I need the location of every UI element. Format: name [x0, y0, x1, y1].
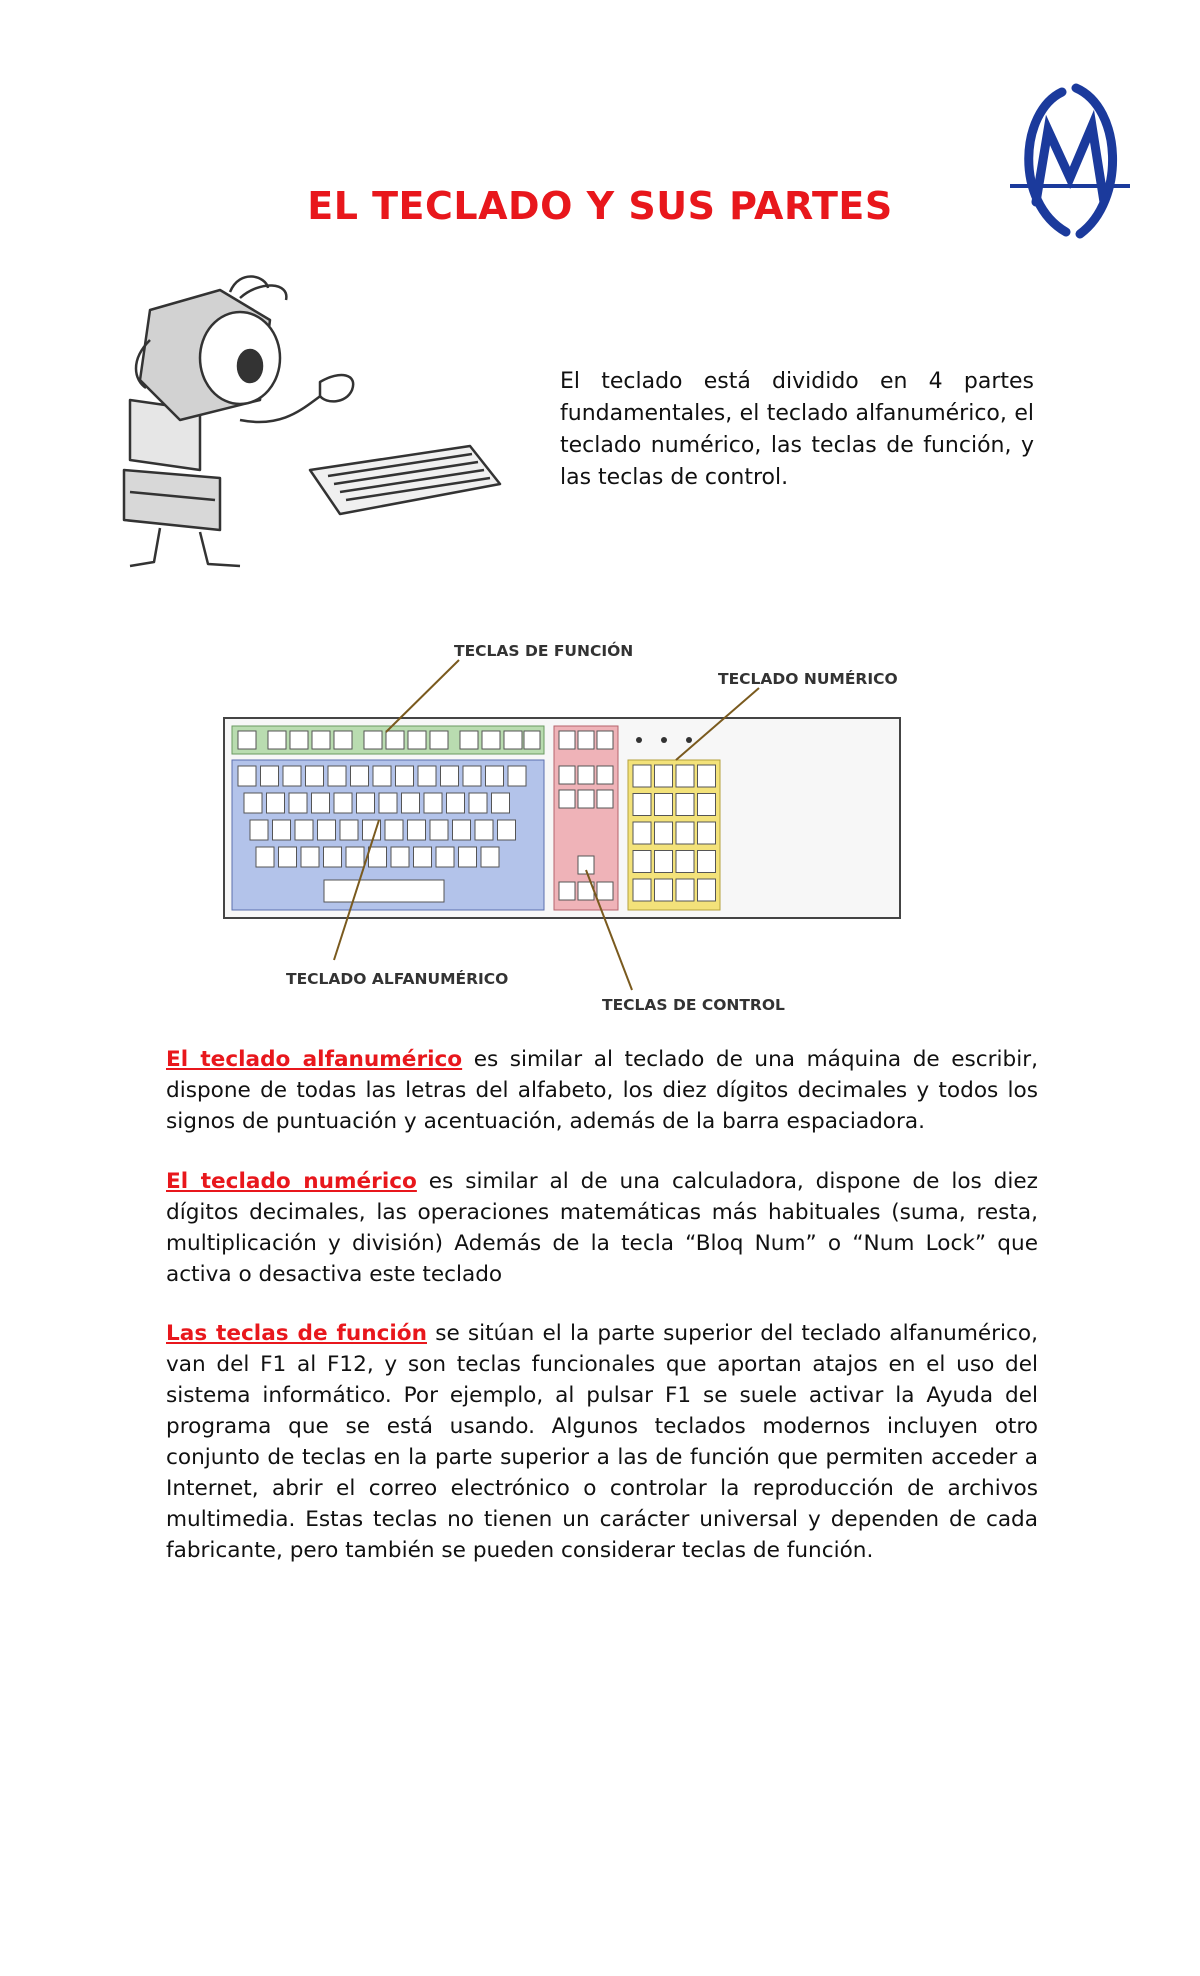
numeric-key: [633, 822, 651, 844]
section-funcion: [166, 1318, 1038, 1566]
label-teclas-control: TECLAS DE CONTROL: [602, 996, 785, 1014]
alpha-key: [261, 766, 279, 786]
section-lead: El teclado numérico: [166, 1169, 417, 1194]
keyboard-parts-diagram: [214, 630, 970, 1020]
numeric-key: [676, 879, 694, 901]
numeric-key: [698, 851, 716, 873]
intro-paragraph: El teclado está dividido en 4 partes fundamentales, el teclado alfanumérico, el teclado numérico, las teclas de función, y las teclas de control.: [560, 369, 1034, 490]
alpha-key: [346, 847, 364, 867]
alpha-key: [408, 820, 426, 840]
section-alfanumerico: [166, 1044, 1038, 1137]
space-bar: [324, 880, 444, 902]
alpha-key: [324, 847, 342, 867]
alpha-key: [447, 793, 465, 813]
alpha-key: [279, 847, 297, 867]
section-lead: El teclado alfanumérico: [166, 1047, 463, 1072]
section-numerico: [166, 1166, 1038, 1290]
numeric-key: [676, 794, 694, 816]
numeric-key: [676, 822, 694, 844]
label-teclas-funcion: TECLAS DE FUNCIÓN: [454, 642, 634, 660]
alpha-key: [283, 766, 301, 786]
section-text: es similar al de una calculadora, dispone de los diez dígitos decimales, las operaciones matemáticas más habituales (suma, resta, multiplicación y división) Además de la tecla “Bloq Num” o “Num Lock” que activa o desactiva este teclado: [166, 1169, 1038, 1287]
alpha-key: [357, 793, 375, 813]
numeric-key: [655, 822, 673, 844]
alpha-key: [273, 820, 291, 840]
alpha-key: [238, 766, 256, 786]
alpha-key: [334, 793, 352, 813]
numeric-key: [633, 851, 651, 873]
alpha-key: [256, 847, 274, 867]
alpha-key: [492, 793, 510, 813]
alpha-key: [418, 766, 436, 786]
alpha-key: [498, 820, 516, 840]
numeric-key: [655, 794, 673, 816]
alpha-key: [402, 793, 420, 813]
alpha-key: [414, 847, 432, 867]
numeric-key: [633, 794, 651, 816]
alpha-key: [318, 820, 336, 840]
numeric-key: [633, 765, 651, 787]
alpha-key: [312, 793, 330, 813]
alpha-key: [391, 847, 409, 867]
alpha-key: [481, 847, 499, 867]
alpha-key: [328, 766, 346, 786]
alpha-key: [306, 766, 324, 786]
alpha-key: [424, 793, 442, 813]
alpha-key: [244, 793, 262, 813]
alpha-key: [373, 766, 391, 786]
numeric-key: [698, 879, 716, 901]
alpha-key: [385, 820, 403, 840]
numeric-key: [655, 851, 673, 873]
alpha-key: [430, 820, 448, 840]
numeric-key: [698, 822, 716, 844]
numeric-key: [698, 794, 716, 816]
alpha-key: [475, 820, 493, 840]
alpha-key: [469, 793, 487, 813]
numeric-key: [676, 765, 694, 787]
section-lead: Las teclas de función: [166, 1321, 427, 1346]
alpha-key: [340, 820, 358, 840]
function-keys: [238, 731, 540, 749]
alpha-key: [459, 847, 477, 867]
alpha-key: [379, 793, 397, 813]
alpha-key: [453, 820, 471, 840]
section-text: se sitúan el la parte superior del teclado alfanumérico, van del F1 al F12, y son teclas funcionales que aportan atajos en el uso del sistema informático. Por ejemplo, al pulsar F1 se suele activar la Ayuda del programa que se está usando. Algunos teclados modernos incluyen otro conjunto de teclas en la parte superior a las de función que permiten acceder a Internet, abrir el correo electrónico o controlar la reproducción de archivos multimedia. Estas teclas no tienen un carácter universal y dependen de cada fabricante, pero también se pueden considerar teclas de función.: [166, 1321, 1038, 1563]
alpha-key: [295, 820, 313, 840]
alpha-key: [396, 766, 414, 786]
alpha-key: [486, 766, 504, 786]
alpha-key: [463, 766, 481, 786]
alpha-key: [301, 847, 319, 867]
alpha-key: [508, 766, 526, 786]
page-title: EL TECLADO Y SUS PARTES: [307, 184, 893, 228]
numeric-key: [655, 765, 673, 787]
numeric-key: [676, 851, 694, 873]
numeric-key: [633, 879, 651, 901]
label-teclado-alfanumerico: TECLADO ALFANUMÉRICO: [286, 970, 509, 988]
section-text: es similar al teclado de una máquina de escribir, dispone de todas las letras del alfabeto, los diez dígitos decimales y todos los signos de puntuación y acentuación, además de la barra espaciadora.: [166, 1047, 1038, 1134]
alpha-key: [267, 793, 285, 813]
label-teclado-numerico: TECLADO NUMÉRICO: [718, 670, 898, 688]
numeric-key: [655, 879, 673, 901]
computer-character-illustration: [90, 270, 510, 570]
alpha-key: [289, 793, 307, 813]
alpha-key: [436, 847, 454, 867]
numeric-key: [698, 765, 716, 787]
alpha-key: [250, 820, 268, 840]
alpha-key: [441, 766, 459, 786]
alpha-key: [351, 766, 369, 786]
alpha-key: [369, 847, 387, 867]
